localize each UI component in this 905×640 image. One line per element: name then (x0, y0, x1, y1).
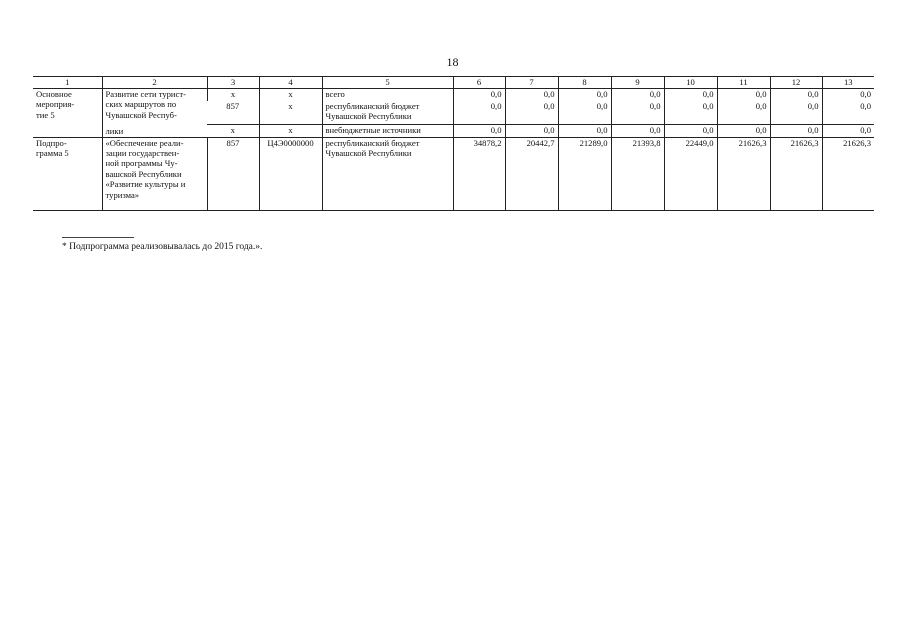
funding-source-cell (322, 137, 453, 210)
header-cell: 9 (611, 77, 664, 89)
table-row (33, 137, 874, 210)
value-cell: 0,0 (664, 124, 717, 137)
header-cell: 10 (664, 77, 717, 89)
value-cell: 34878,2 (453, 137, 505, 210)
activity-name-cell (102, 137, 207, 210)
value-cell: 0,0 (717, 89, 770, 101)
value-cell: 21393,8 (611, 137, 664, 210)
activity-name-line: зации государствен- (105, 148, 180, 159)
value-cell: 0,0 (770, 89, 822, 101)
value-cell: 20442,7 (505, 137, 558, 210)
value-cell: 0,0 (611, 124, 664, 137)
value-cell: 0,0 (822, 89, 874, 101)
value-cell: 0,0 (505, 124, 558, 137)
header-cell: 12 (770, 77, 822, 89)
classification-code-cell: x (259, 89, 322, 101)
value-cell: 0,0 (558, 101, 611, 125)
header-cell: 8 (558, 77, 611, 89)
grbs-code-cell: x (207, 89, 259, 101)
header-cell: 1 (33, 77, 102, 89)
funding-source-line: республиканский бюджет (325, 100, 420, 111)
header-cell: 3 (207, 77, 259, 89)
value-cell: 0,0 (453, 124, 505, 137)
activity-type-cell (33, 89, 102, 138)
value-cell: 21626,3 (717, 137, 770, 210)
activity-name-line: ной программы Чу- (105, 158, 178, 169)
value-cell: 0,0 (717, 101, 770, 125)
value-cell: 0,0 (822, 101, 874, 125)
activity-name-line: Развитие сети турист- (105, 89, 186, 99)
activity-name-line: вашской Республики (105, 168, 182, 179)
value-cell: 0,0 (611, 89, 664, 101)
table-header-row (33, 77, 874, 89)
classification-code-cell: x (259, 101, 322, 125)
funding-source-line: Чувашской Республики (325, 148, 412, 159)
header-cell: 11 (717, 77, 770, 89)
value-cell: 0,0 (822, 124, 874, 137)
header-cell: 7 (505, 77, 558, 89)
value-cell: 0,0 (453, 89, 505, 101)
value-cell: 21626,3 (770, 137, 822, 210)
activity-name-line: Чувашской Респуб- (105, 109, 177, 120)
activity-type-line: Основное (36, 89, 72, 99)
value-cell: 0,0 (664, 89, 717, 101)
table-row (33, 89, 874, 101)
classification-code-cell: Ц4Э0000000 (259, 137, 322, 210)
grbs-code-cell: x (207, 124, 259, 137)
funding-source-cell: всего (322, 89, 453, 101)
value-cell: 21289,0 (558, 137, 611, 210)
activity-type-line: мероприя- (36, 99, 75, 110)
activity-type-line: тие 5 (36, 109, 55, 120)
value-cell: 0,0 (558, 124, 611, 137)
activity-type-cell (33, 137, 102, 210)
funding-source-cell: внебюджетные источники (322, 124, 453, 137)
value-cell: 0,0 (558, 89, 611, 101)
value-cell: 0,0 (505, 89, 558, 101)
value-cell: 0,0 (664, 101, 717, 125)
classification-code-cell: x (259, 124, 322, 137)
value-cell: 21626,3 (822, 137, 874, 210)
activity-type-line: грамма 5 (36, 148, 69, 159)
value-cell: 0,0 (505, 101, 558, 125)
footnote: * Подпрограмма реализовывалась до 2015 года.». (62, 242, 263, 252)
grbs-code-cell: 857 (226, 100, 240, 111)
activity-name-line: ских маршрутов по (105, 99, 177, 110)
header-cell: 13 (822, 77, 874, 89)
page-number: 18 (446, 55, 459, 69)
funding-source-cell (322, 101, 453, 125)
funding-source-line: Чувашской Республики (325, 111, 412, 122)
activity-name-line: лики (105, 126, 124, 137)
header-cell: 5 (322, 77, 453, 89)
value-cell: 0,0 (717, 124, 770, 137)
value-cell: 22449,0 (664, 137, 717, 210)
activity-name-line: «Развитие культуры и (105, 179, 186, 190)
activity-type-line: Подпро- (36, 137, 67, 148)
header-cell: 6 (453, 77, 505, 89)
activity-name-line: туризма» (105, 189, 140, 200)
footnote-separator (62, 237, 134, 238)
activity-name-line: «Обеспечение реали- (105, 137, 184, 148)
header-cell: 2 (102, 77, 207, 89)
value-cell: 0,0 (770, 124, 822, 137)
value-cell: 0,0 (770, 101, 822, 125)
funding-source-line: республиканский бюджет (325, 137, 420, 148)
value-cell: 0,0 (611, 101, 664, 125)
budget-table (33, 76, 874, 211)
activity-name-cell (102, 89, 207, 138)
header-cell: 4 (259, 77, 322, 89)
value-cell: 0,0 (453, 101, 505, 125)
grbs-code-cell: 857 (207, 137, 259, 210)
